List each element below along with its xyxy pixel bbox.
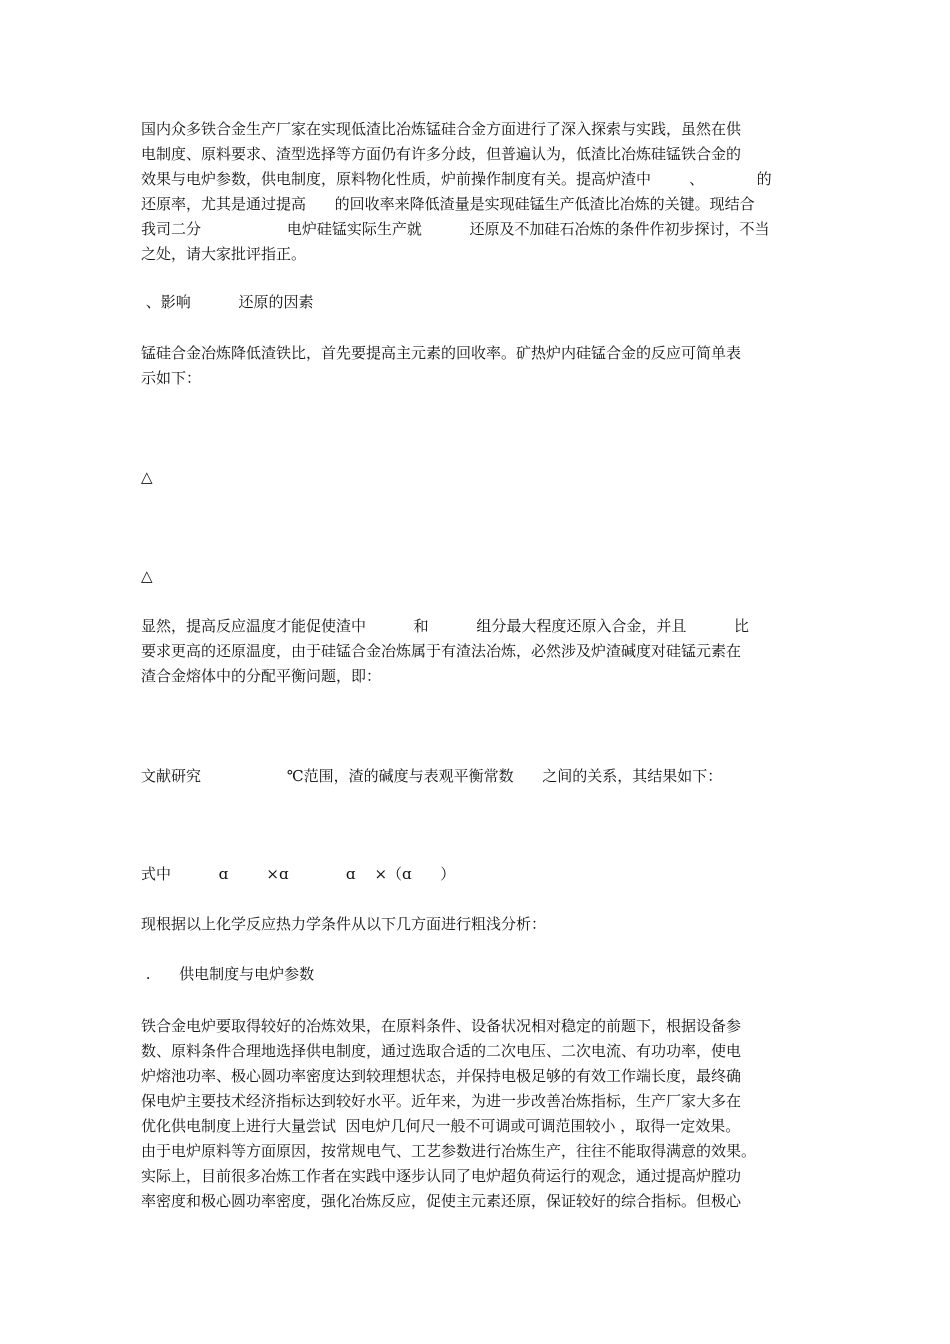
text-line: 我司二分 电炉硅锰实际生产就 还原及不加硅石冶炼的条件作初步探讨，不当 <box>141 220 770 238</box>
text-line: 电制度、原料要求、渣型选择等方面仍有许多分歧，但普遍认为，低渣比冶炼硅锰铁合金的 <box>141 145 742 163</box>
text-line: 率密度和极心圆功率密度，强化冶炼反应，促使主元素还原，保证较好的综合指标。但极心 <box>141 1192 742 1210</box>
text-line: 实际上，目前很多冶炼工作者在实践中逐步认同了电炉超负荷运行的观念，通过提高炉膛功 <box>141 1167 742 1185</box>
paragraph <box>141 1014 813 1214</box>
text-line: 由于电炉原料等方面原因，按常规电气、工艺参数进行冶炼生产，往往不能取得满意的效果。 <box>141 1142 757 1160</box>
text-line: 国内众多铁合金生产厂家在实现低渣比冶炼锰硅合金方面进行了深入探索与实践，虽然在供 <box>141 120 742 138</box>
paragraph: 文献研究 ℃范围，渣的碱度与表观平衡常数 之间的关系，其结果如下： <box>141 767 723 785</box>
text-line: 数、原料条件合理地选择供电制度，通过选取合适的二次电压、二次电流、有功功率，使电 <box>141 1042 742 1060</box>
text-line: 示如下： <box>141 369 202 387</box>
formula-legend: 式中 ɑ ×ɑ ɑ ×（ɑ ） <box>141 865 456 883</box>
text-line: 显然，提高反应温度才能促使渣中 和 组分最大程度还原入合金，并且 比 <box>141 617 750 635</box>
triangle-symbol: △ <box>141 468 153 486</box>
paragraph <box>141 341 813 391</box>
text-line: 保电炉主要技术经济指标达到较好水平。近年来，为进一步改善冶炼指标，生产厂家大多在 <box>141 1092 742 1110</box>
text-line: 炉熔池功率、极心圆功率密度达到较理想状态，并保持电极足够的有效工作端长度，最终确 <box>141 1067 742 1085</box>
text-line: 渣合金熔体中的分配平衡问题，即： <box>141 667 382 685</box>
section-heading: . 供电制度与电炉参数 <box>141 965 315 983</box>
triangle-symbol: △ <box>141 567 153 585</box>
text-line: 优化供电制度上进行大量尝试 因电炉几何尺一般不可调或可调范围较小 ，取得一定效果。 <box>141 1117 741 1135</box>
text-line: 效果与电炉参数，供电制度，原料物化性质，炉前操作制度有关。提高炉渣中 、 的 <box>141 170 772 188</box>
section-heading: 、影响 还原的因素 <box>141 293 314 311</box>
text-line: 铁合金电炉要取得较好的冶炼效果，在原料条件、设备状况相对稳定的前题下，根据设备参 <box>141 1017 742 1035</box>
paragraph <box>141 614 813 689</box>
text-line: 要求更高的还原温度，由于硅锰合金冶炼属于有渣法冶炼，必然涉及炉渣碱度对硅锰元素在 <box>141 642 742 660</box>
intro-paragraph <box>141 117 813 267</box>
paragraph: 现根据以上化学反应热力学条件从以下几方面进行粗浅分析： <box>141 915 547 933</box>
text-line: 还原率，尤其是通过提高 的回收率来降低渣量是实现硅锰生产低渣比冶炼的关键。现结合 <box>141 195 755 213</box>
text-line: 锰硅合金冶炼降低渣铁比，首先要提高主元素的回收率。矿热炉内硅锰合金的反应可简单表 <box>141 344 742 362</box>
text-line: 之处，请大家批评指正。 <box>141 245 307 263</box>
